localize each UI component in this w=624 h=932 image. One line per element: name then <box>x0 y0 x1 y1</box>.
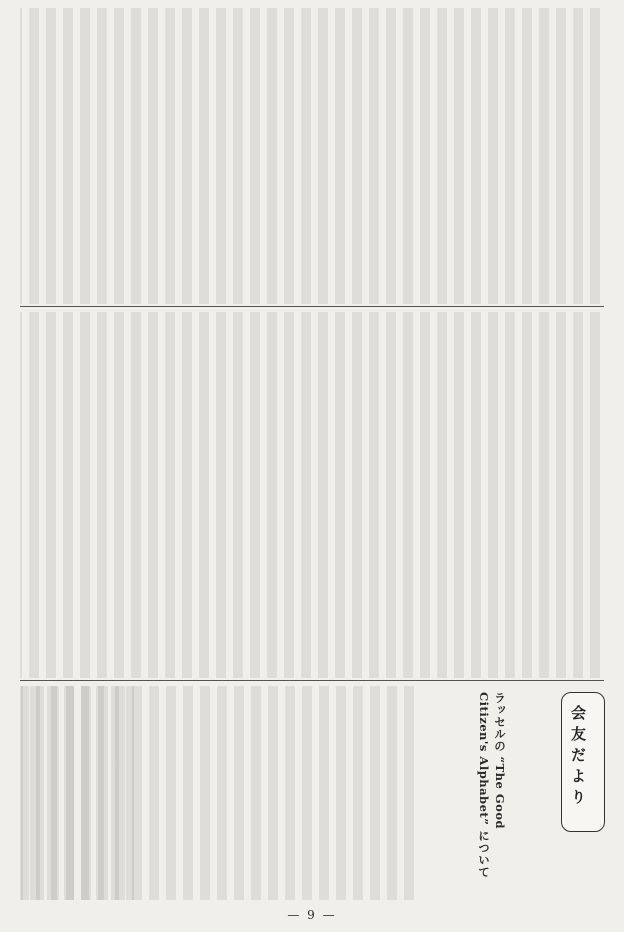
column-title: ラッセルの “The Good Citizen's Alphabet” について <box>477 692 507 878</box>
bottom-notes-text <box>18 686 138 900</box>
middle-text-block <box>20 312 604 678</box>
section-label: 会友だより <box>569 705 587 810</box>
divider-upper <box>20 306 604 307</box>
page-number: — 9 — <box>287 908 337 922</box>
top-text-block <box>20 8 604 304</box>
divider-lower <box>20 680 604 681</box>
